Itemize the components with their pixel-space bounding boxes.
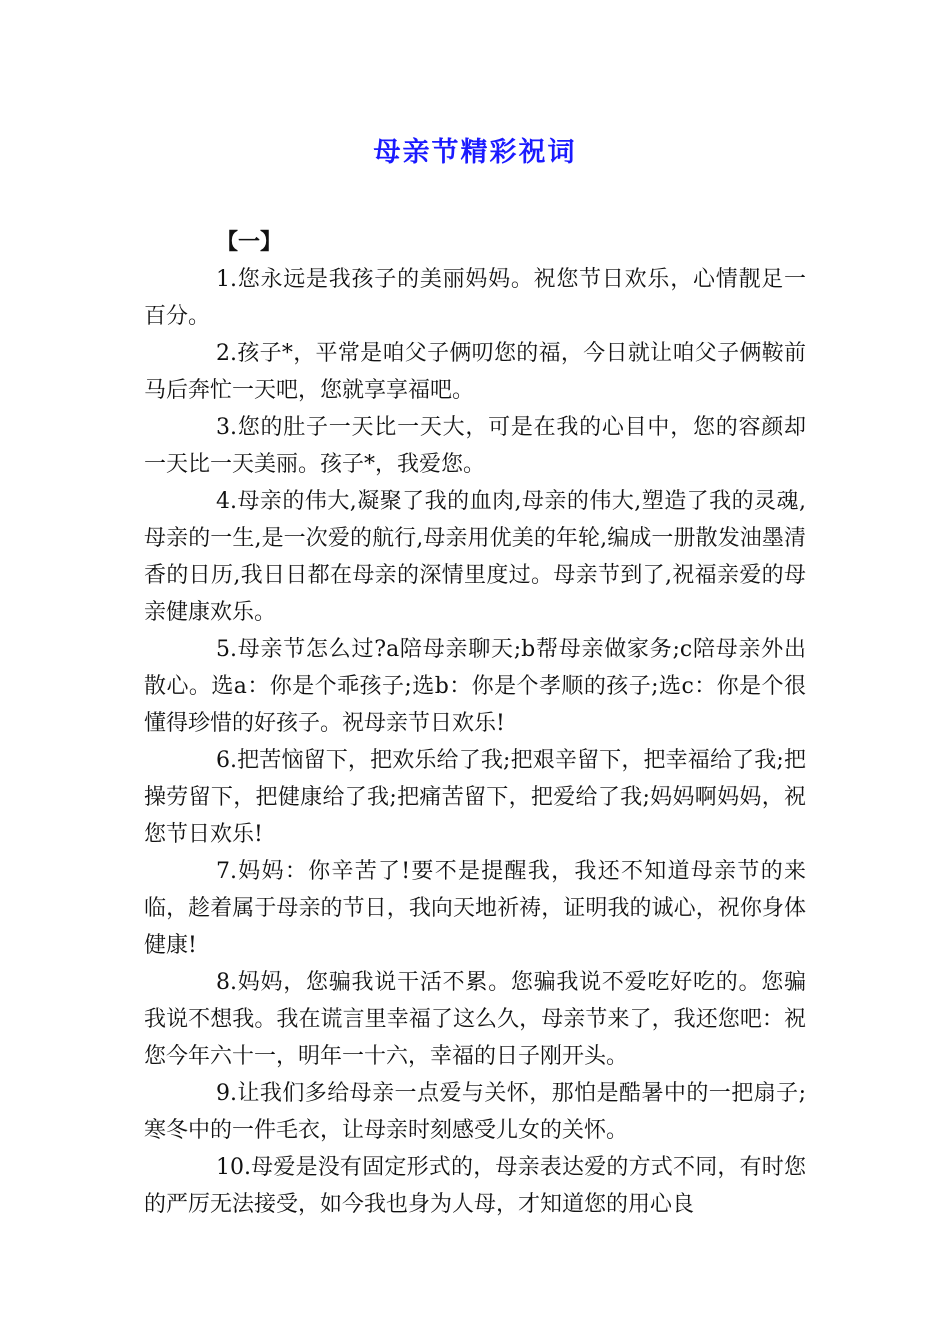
paragraph-10: 10.母爱是没有固定形式的，母亲表达爱的方式不同，有时您的严厉无法接受，如今我也身为人母，才知道您的用心良 [144,1155,806,1217]
paragraph-3: 3.您的肚子一天比一天大，可是在我的心目中，您的容颜却一天比一天美丽。孩子*，我爱您。 [144,415,806,477]
page-title: 母亲节精彩祝词 [373,137,577,168]
paragraph-8: 8.妈妈，您骗我说干活不累。您骗我说不爱吃好吃的。您骗我说不想我。我在谎言里幸福了这么久，母亲节来了，我还您吧：祝您今年六十一，明年一十六，幸福的日子刚开头。 [144,970,806,1069]
paragraph-6: 6.把苦恼留下，把欢乐给了我;把艰辛留下，把幸福给了我;把操劳留下，把健康给了我;把痛苦留下，把爱给了我;妈妈啊妈妈，祝您节日欢乐! [144,748,806,847]
paragraph-7: 7.妈妈：你辛苦了!要不是提醒我，我还不知道母亲节的来临，趁着属于母亲的节日，我向天地祈祷，证明我的诚心，祝你身体健康! [144,859,806,958]
document-body [144,224,806,1223]
paragraph-4: 4.母亲的伟大,凝聚了我的血肉,母亲的伟大,塑造了我的灵魂,母亲的一生,是一次爱的航行,母亲用优美的年轮,编成一册散发油墨清香的日历,我日日都在母亲的深情里度过。母亲节到了,祝福亲爱的母亲健康欢乐。 [144,489,806,625]
paragraph-5: 5.母亲节怎么过?a陪母亲聊天;b帮母亲做家务;c陪母亲外出散心。选a：你是个乖孩子;选b：你是个孝顺的孩子;选c：你是个很懂得珍惜的好孩子。祝母亲节日欢乐! [144,637,806,736]
paragraph-2: 2.孩子*，平常是咱父子俩叨您的福，今日就让咱父子俩鞍前马后奔忙一天吧，您就享享福吧。 [144,341,806,403]
paragraph-1: 1.您永远是我孩子的美丽妈妈。祝您节日欢乐，心情靓足一百分。 [144,267,806,329]
paragraph-9: 9.让我们多给母亲一点爱与关怀，那怕是酷暑中的一把扇子;寒冬中的一件毛衣，让母亲时刻感受儿女的关怀。 [144,1081,806,1143]
section-heading: 【一】 [216,229,283,255]
